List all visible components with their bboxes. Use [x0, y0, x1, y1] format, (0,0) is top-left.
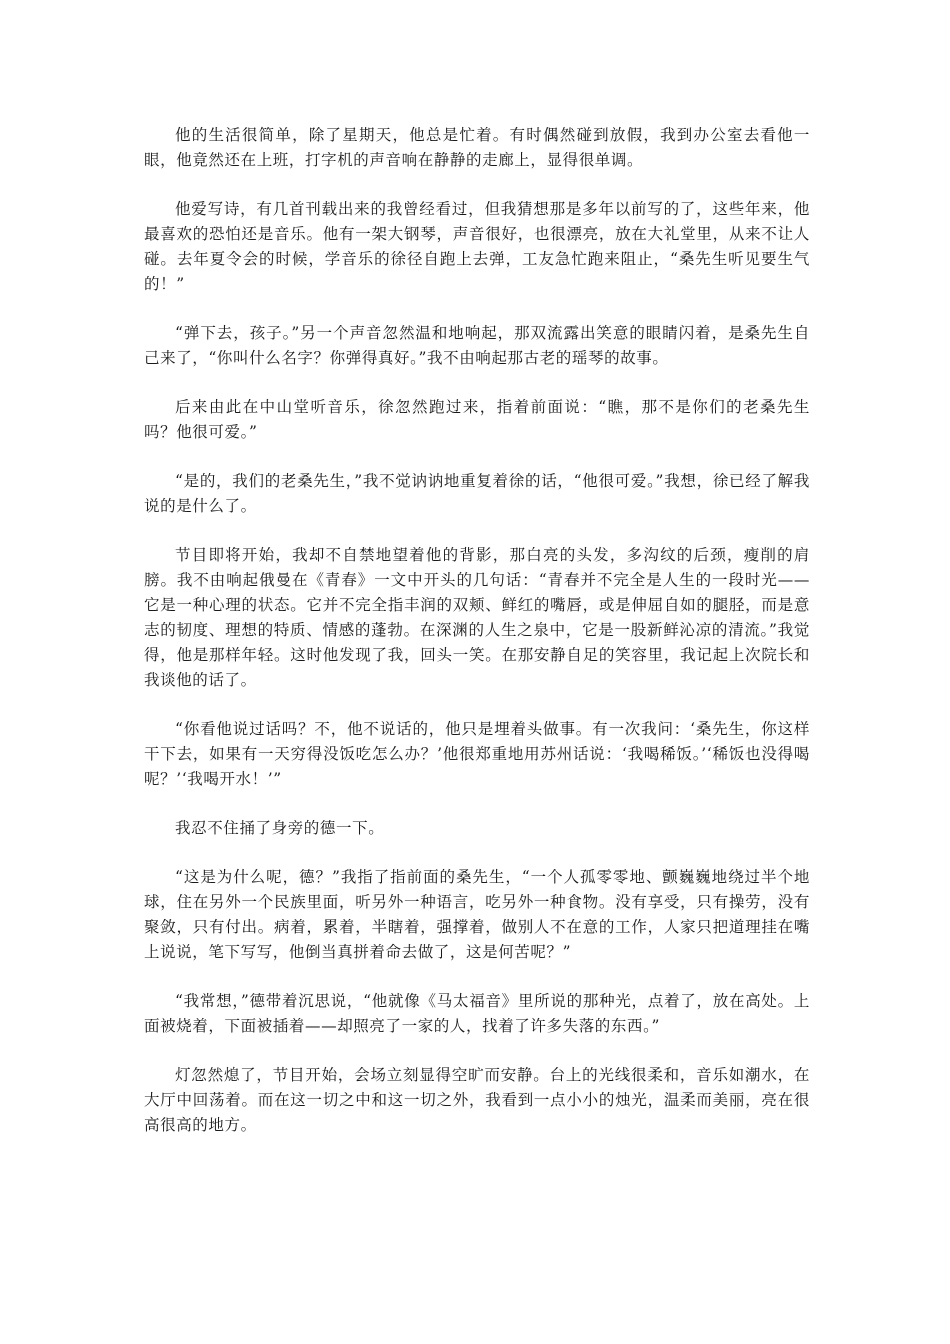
paragraph-10: “我常想，”德带着沉思说，“他就像《马太福音》里所说的那种光，点着了，放在高处。上面被烧着，下面被插着——却照亮了一家的人，找着了许多失落的东西。”: [144, 992, 810, 1035]
paragraph-11: 灯忽然熄了，节目开始，会场立刻显得空旷而安静。台上的光线很柔和，音乐如潮水，在大厅中回荡着。而在这一切之中和这一切之外，我看到一点小小的烛光，温柔而美丽，亮在很高很高的地方。: [144, 1066, 810, 1134]
paragraph-8: 我忍不住捅了身旁的德一下。: [175, 819, 385, 837]
paragraph-6: 节目即将开始，我却不自禁地望着他的背影，那白亮的头发，多沟纹的后颈，瘦削的肩膀。我不由响起俄曼在《青春》一文中开头的几句话：“青春并不完全是人生的一段时光——它是一种心理的状态。它并不完全指丰润的双颊、鲜红的嘴唇，或是伸屈自如的腿胫，而是意志的韧度、理想的特质、情感的蓬勃。在深渊的人生之泉中，它是一股新鲜沁凉的清流。”我觉得，他是那样年轻。这时他发现了我，回头一笑。在那安静自足的笑容里，我记起上次院长和我谈他的话了。: [144, 546, 810, 689]
paragraph-7: “你看他说过话吗？不，他不说话的，他只是埋着头做事。有一次我问：‘桑先生，你这样干下去，如果有一天穷得没饭吃怎么办？’他很郑重地用苏州话说：‘我喝稀饭。’‘稀饭也没得喝呢？’‘我喝开水！’”: [144, 720, 810, 788]
document-body: [144, 123, 810, 1162]
paragraph-4: 后来由此在中山堂听音乐，徐忽然跑过来，指着前面说：“瞧，那不是你们的老桑先生吗？他很可爱。”: [144, 398, 810, 441]
paragraph-3: “弹下去，孩子。”另一个声音忽然温和地响起，那双流露出笑意的眼睛闪着，是桑先生自己来了，“你叫什么名字？你弹得真好。”我不由响起那古老的瑶琴的故事。: [144, 324, 810, 367]
paragraph-2: 他爱写诗，有几首刊载出来的我曾经看过，但我猜想那是多年以前写的了，这些年来，他最喜欢的恐怕还是音乐。他有一架大钢琴，声音很好，也很漂亮，放在大礼堂里，从来不让人碰。去年夏令会的时候，学音乐的徐径自跑上去弹，工友急忙跑来阻止，“桑先生听见要生气的！”: [144, 200, 810, 293]
paragraph-5: “是的，我们的老桑先生，”我不觉讷讷地重复着徐的话，“他很可爱。”我想，徐已经了解我说的是什么了。: [144, 472, 810, 515]
paragraph-9: “这是为什么呢，德？”我指了指前面的桑先生，“一个人孤零零地、颤巍巍地绕过半个地球，住在另外一个民族里面，听另外一种语言，吃另外一种食物。没有享受，只有操劳，没有聚敛，只有付出。病着，累着，半瞎着，强撑着，做别人不在意的工作，人家只把道理挂在嘴上说说，笔下写写，他倒当真拼着命去做了，这是何苦呢？”: [144, 868, 810, 961]
paragraph-1: 他的生活很简单，除了星期天，他总是忙着。有时偶然碰到放假，我到办公室去看他一眼，他竟然还在上班，打字机的声音响在静静的走廊上，显得很单调。: [144, 126, 810, 169]
